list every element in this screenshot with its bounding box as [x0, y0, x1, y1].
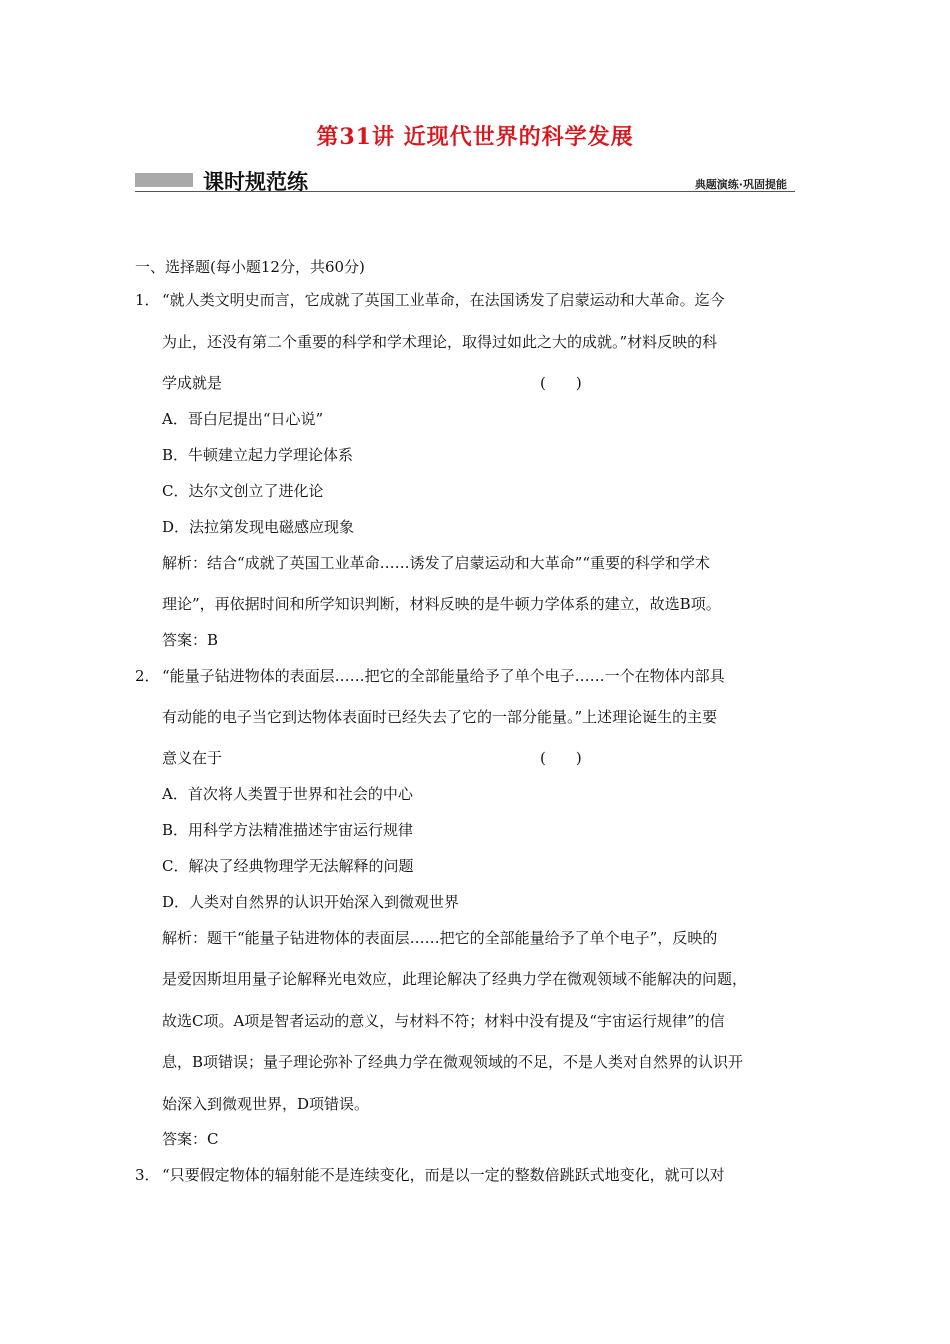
question-2-option-a: A．首次将人类置于世界和社会的中心 — [162, 785, 413, 803]
question-2-stem-line: 意义在于 — [162, 749, 223, 767]
question-1-option-d: D．法拉第发现电磁感应现象 — [162, 518, 355, 536]
question-2-answer-blank: ( ) — [540, 749, 582, 767]
page-title: 第31讲 近现代世界的科学发展 — [316, 124, 634, 150]
question-1-analysis-line: 理论”，再依据时间和所学知识判断，材料反映的是牛顿力学体系的建立，故选B项。 — [162, 595, 721, 613]
question-3-stem-line: “只要假定物体的辐射能不是连续变化，而是以一定的整数倍跳跃式地变化，就可以对 — [162, 1166, 725, 1184]
section-label: 课时规范练 — [203, 170, 308, 194]
question-2-option-c: C．解决了经典物理学无法解释的问题 — [162, 857, 414, 875]
question-2-analysis-line: 是爱因斯坦用量子论解释光电效应，此理论解决了经典力学在微观领域不能解决的问题， — [162, 970, 748, 988]
question-2-stem-line: “能量子钻进物体的表面层……把它的全部能量给予了单个电子……一个在物体内部具 — [162, 667, 725, 685]
section-heading: 一、选择题(每小题12分，共60分) — [135, 258, 365, 276]
question-2-analysis-line: 始深入到微观世界，D项错误。 — [162, 1095, 370, 1113]
question-1-analysis-line: 解析：结合“成就了英国工业革命……诱发了启蒙运动和大革命”“重要的科学和学术 — [162, 554, 711, 572]
question-2-answer: 答案：C — [162, 1130, 219, 1148]
header-rule — [135, 191, 795, 192]
header-gray-block — [135, 173, 193, 187]
question-3-number: 3． — [135, 1166, 160, 1184]
question-2-analysis-line: 故选C项。A项是智者运动的意义，与材料不符；材料中没有提及“宇宙运行规律”的信 — [162, 1012, 725, 1030]
question-1-stem-line: 学成就是 — [162, 374, 223, 392]
question-2-option-b: B．用科学方法精准描述宇宙运行规律 — [162, 821, 414, 839]
question-2-analysis-line: 息，B项错误；量子理论弥补了经典力学在微观领域的不足，不是人类对自然界的认识开 — [162, 1053, 744, 1071]
question-1-stem-line: 为止，还没有第二个重要的科学和学术理论，取得过如此之大的成就。”材料反映的科 — [162, 333, 718, 351]
section-header-bar — [135, 168, 795, 194]
question-1-option-b: B．牛顿建立起力学理论体系 — [162, 446, 354, 464]
header-tagline: 典题演练·巩固提能 — [694, 178, 787, 191]
question-1-stem-line: “就人类文明史而言，它成就了英国工业革命，在法国诱发了启蒙运动和大革命。迄今 — [162, 291, 725, 309]
question-2-analysis-line: 解析：题干“能量子钻进物体的表面层……把它的全部能量给予了单个电子”，反映的 — [162, 929, 718, 947]
question-1-answer: 答案：B — [162, 631, 219, 649]
question-2-option-d: D．人类对自然界的认识开始深入到微观世界 — [162, 893, 460, 911]
question-2-stem-line: 有动能的电子当它到达物体表面时已经失去了它的一部分能量。”上述理论诞生的主要 — [162, 708, 718, 726]
question-2-number: 2． — [135, 667, 160, 685]
question-1-option-c: C．达尔文创立了进化论 — [162, 482, 324, 500]
question-1-option-a: A．哥白尼提出“日心说” — [162, 410, 324, 428]
question-1-answer-blank: ( ) — [540, 374, 582, 392]
question-1-number: 1． — [135, 291, 160, 309]
